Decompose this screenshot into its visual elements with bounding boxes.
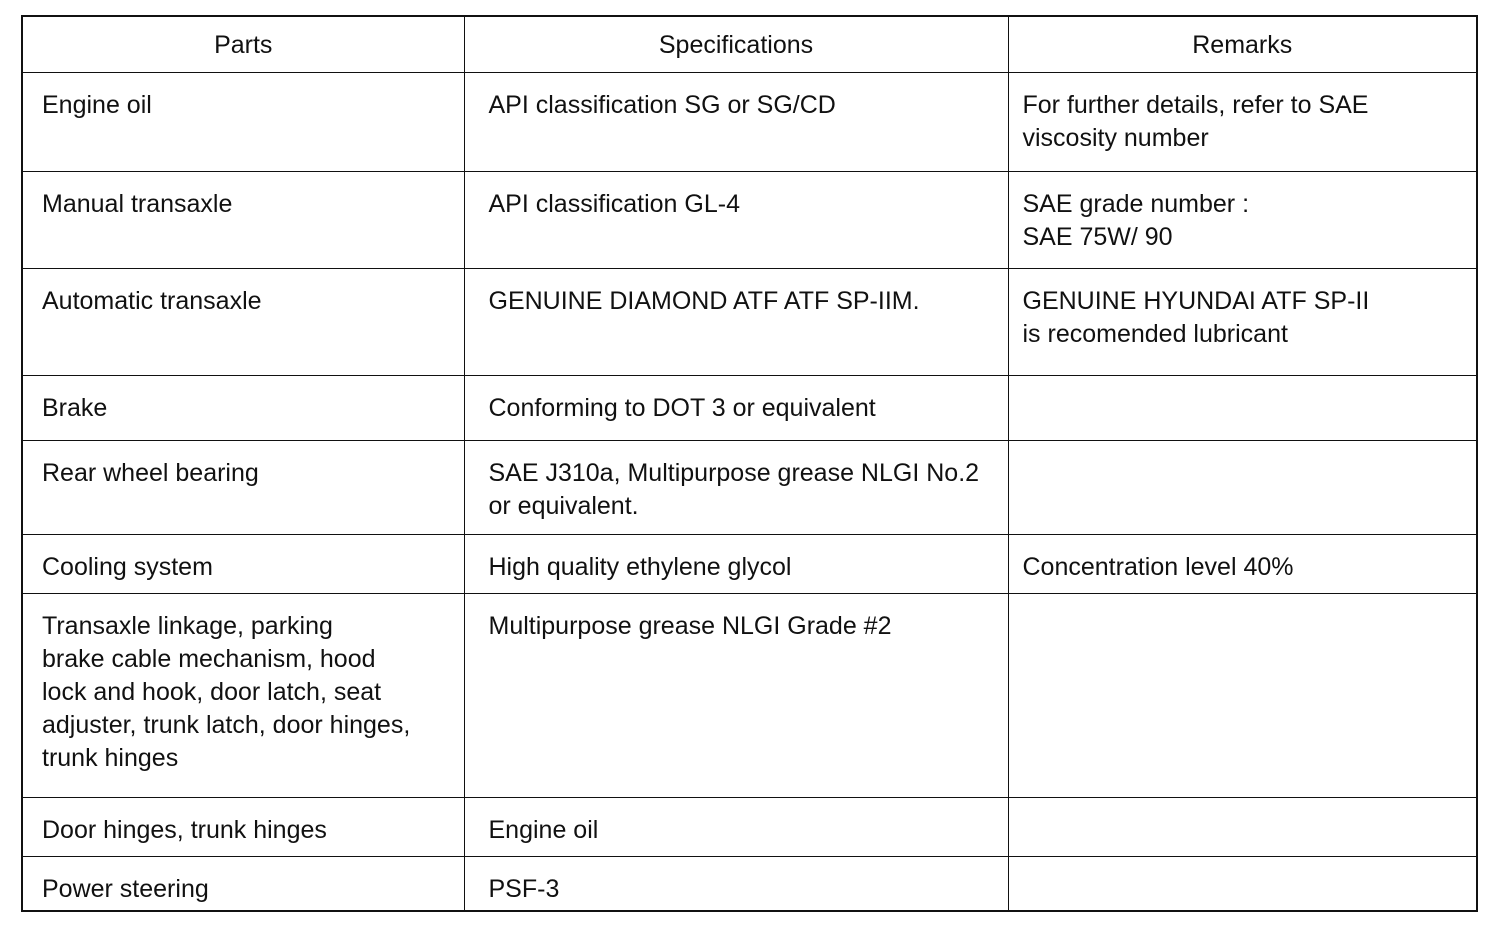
spec-cell: High quality ethylene glycol [464,535,1008,594]
spec-cell: PSF-3 [464,857,1008,911]
table-row [22,269,1477,376]
table-row [22,594,1477,798]
remark-cell [1008,798,1477,857]
spec-cell: Multipurpose grease NLGI Grade #2 [464,594,1008,798]
remark-cell: Concentration level 40% [1008,535,1477,594]
part-cell: Rear wheel bearing [22,441,464,535]
remark-cell [1008,376,1477,441]
part-cell: Power steering [22,857,464,911]
header-parts: Parts [22,16,464,73]
part-cell: Transaxle linkage, parking brake cable mechanism, hood lock and hook, door latch, seat adjuster, trunk latch, door hinges, trunk hinges [22,594,464,798]
part-cell: Engine oil [22,73,464,172]
table-row [22,857,1477,911]
spec-cell: API classification SG or SG/CD [464,73,1008,172]
remark-cell: SAE grade number : SAE 75W/ 90 [1008,172,1477,269]
lubricant-spec-table [21,15,1478,912]
spec-cell: GENUINE DIAMOND ATF ATF SP-IIM. [464,269,1008,376]
table-row [22,441,1477,535]
spec-cell: API classification GL-4 [464,172,1008,269]
part-cell: Cooling system [22,535,464,594]
table-row [22,73,1477,172]
part-cell: Door hinges, trunk hinges [22,798,464,857]
remark-cell: For further details, refer to SAE viscosity number [1008,73,1477,172]
part-cell: Automatic transaxle [22,269,464,376]
spec-cell: SAE J310a, Multipurpose grease NLGI No.2 or equivalent. [464,441,1008,535]
spec-cell: Engine oil [464,798,1008,857]
table-row [22,798,1477,857]
remark-cell [1008,594,1477,798]
spec-cell: Conforming to DOT 3 or equivalent [464,376,1008,441]
header-specifications: Specifications [464,16,1008,73]
table-row [22,535,1477,594]
table-row [22,172,1477,269]
part-cell: Manual transaxle [22,172,464,269]
remark-cell [1008,441,1477,535]
table-header-row [22,16,1477,73]
remark-cell [1008,857,1477,911]
part-cell: Brake [22,376,464,441]
remark-cell: GENUINE HYUNDAI ATF SP-II is recomended lubricant [1008,269,1477,376]
header-remarks: Remarks [1008,16,1477,73]
table-row [22,376,1477,441]
